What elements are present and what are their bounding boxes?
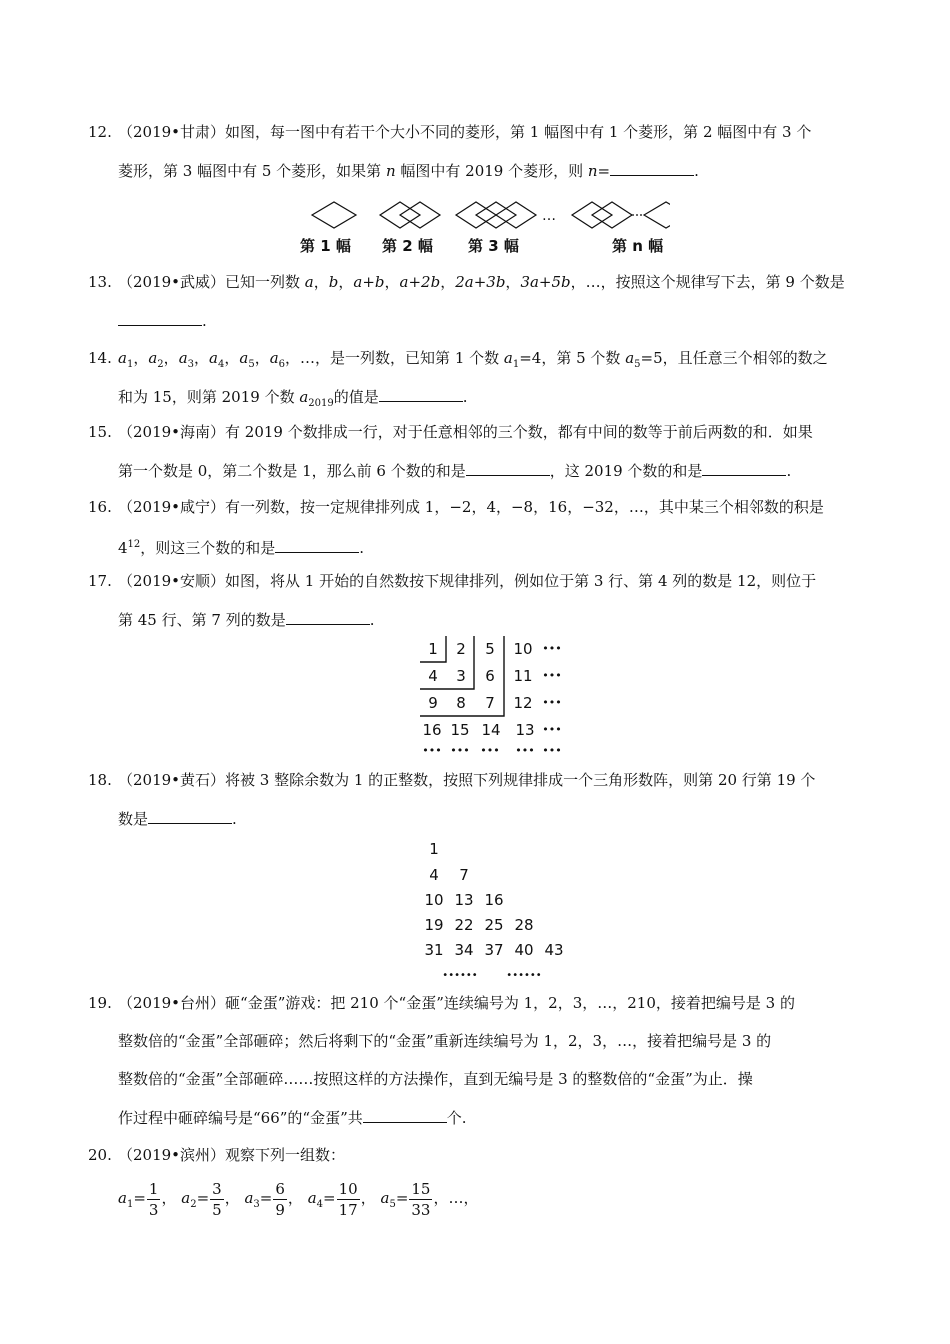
grid-cell: 6 [485,667,495,685]
figure-ellipsis: … [542,208,556,224]
answer-blank[interactable] [610,160,694,176]
question-number: 18. [88,771,112,789]
grid-cell: 13 [515,721,535,739]
grid-cell: 10 [513,640,533,658]
question-number: 15. [88,423,112,441]
answer-blank[interactable] [379,386,463,402]
array-cell: 10 [424,891,444,909]
array-cell: 40 [514,941,534,959]
array-cell: 25 [484,916,504,934]
question-number: 19. [88,994,112,1012]
grid-cell: ••• [542,696,562,709]
grid-cell: 3 [456,667,466,685]
question-text: （2019•黄石）将被 3 整除余数为 1 的正整数，按照下列规律排成一个三角形数阵，则第 20 行第 19 个 [118,771,816,789]
grid-cell: ••• [542,744,562,757]
rhombus-shape [644,202,670,228]
question-text: （2019•海南）有 2019 个数排成一行，对于任意相邻的三个数，都有中间的数等于前后两数的和．如果 [118,423,813,441]
grid-cell: ••• [480,744,500,757]
number-grid-figure [412,636,572,758]
array-cell: 31 [424,941,444,959]
grid-cell: 4 [428,667,438,685]
array-cell: 28 [514,916,534,934]
grid-cell: 12 [513,694,533,712]
fraction: $\frac{1}{3}$ [148,1179,159,1219]
figure-label: 第 2 幅 [382,237,433,255]
fraction: $\frac{3}{5}$ [212,1179,222,1219]
grid-cell: ••• [515,744,535,757]
question-text: （2019•台州）砸“金蛋”游戏：把 210 个“金蛋”连续编号为 1，2，3，…，210，接着把编号是 3 的 [118,994,795,1012]
question-text: 第 45 行、第 7 列的数是 . [118,611,375,629]
question-number: 14. [88,349,112,367]
fraction: $\frac{15}{33}$ [411,1179,431,1219]
array-cell: 37 [484,941,504,959]
triangle-array-figure [418,836,578,986]
grid-cell: 16 [422,721,442,739]
question-text: 数是 . [118,810,237,828]
question-number: 17. [88,572,112,590]
array-cell: 4 [429,866,439,884]
question-text: 第一个数是 0，第二个数是 1，那么前 6 个数的和是 ，这 2019 个数的和是 . [118,462,792,480]
question-text: . [118,310,207,331]
grid-cell: 2 [456,640,466,658]
answer-blank[interactable] [466,460,550,476]
array-cell: 7 [459,866,469,884]
question-number: 20. [88,1146,112,1164]
array-cell: 34 [454,941,474,959]
fraction: $\frac{6}{9}$ [275,1179,285,1219]
grid-cell: 5 [485,640,495,658]
figure-label: 第 1 幅 [300,237,351,255]
triangle-numbers [424,840,563,981]
question-text: （2019•武威）已知一列数 a，b，a+b，a+2b，2a+3b，3a+5b，…，按照这个规律写下去，第 9 个数是 [118,273,845,291]
question-text: 作过程中砸碎编号是“66”的“金蛋”共 个. [118,1109,467,1127]
question-text: （2019•咸宁）有一列数，按一定规律排列成 1，−2，4，−8，16，−32，…，其中某三个相邻数的积是 [118,498,824,516]
array-cell: 1 [429,840,439,858]
figure-label: 第 3 幅 [468,237,519,255]
grid-numbers [422,640,561,757]
question-number: 16. [88,498,112,516]
question-text: （2019•安顺）如图，将从 1 开始的自然数按下规律排列，例如位于第 3 行、第 4 列的数是 12，则位于 [118,572,817,590]
answer-blank[interactable] [118,310,202,326]
question-number: 13. [88,273,112,291]
question-number: 12. [88,123,112,141]
grid-cell: 9 [428,694,438,712]
grid-cell: 1 [428,640,438,658]
grid-cell: ••• [450,744,470,757]
question-text: 整数倍的“金蛋”全部砸碎……按照这样的方法操作，直到无编号是 3 的整数倍的“金蛋”为止．操 [118,1070,753,1088]
grid-cell: ••• [542,669,562,682]
grid-cell: 15 [450,721,470,739]
answer-blank[interactable] [148,808,232,824]
figure-label: 第 n 幅 [612,237,664,255]
grid-cell: ••• [422,744,442,757]
array-ellipsis: •••••• [442,970,478,981]
grid-cell: ••• [542,723,562,736]
rhombus-figure [290,198,670,260]
answer-blank[interactable] [286,609,370,625]
question-text: $4^{12}$，则这三个数的和是 . [118,539,365,557]
answer-blank[interactable] [275,537,359,553]
grid-cell: ••• [542,642,562,655]
array-ellipsis: •••••• [506,970,542,981]
question-text: 菱形，第 3 幅图中有 5 个菱形，如果第 n 幅图中有 2019 个菱形，则 n= . [118,162,699,180]
array-cell: 22 [454,916,474,934]
fraction: $\frac{10}{17}$ [338,1179,358,1219]
question-text: $a_1$，$a_2$，$a_3$，$a_4$，$a_5$，$a_6$，…，是一列数，已知第 1 个数 $a_1=4$，第 5 个数 $a_5=5$，且任意三个相邻的数之 [118,349,828,370]
fraction-sequence: $a_1=$ $\frac{1}{3}$ ， $a_2=$ $\frac{3}{5}$ ， $a_3=$ $\frac{6}{9}$ ， $a_4=$ $\frac{10}{17}$ ， $a_5=$ $\frac{15}{33}$ ，…， [118,1179,479,1219]
grid-cell: 14 [481,721,501,739]
grid-cell: 11 [513,667,533,685]
question-text: （2019•甘肃）如图，每一图中有若干个大小不同的菱形，第 1 幅图中有 1 个菱形，第 2 幅图中有 3 个 [118,123,812,141]
answer-blank[interactable] [363,1107,447,1123]
array-cell: 13 [454,891,474,909]
question-text: 整数倍的“金蛋”全部砸碎；然后将剩下的“金蛋”重新连续编号为 1，2，3，…，接着把编号是 3 的 [118,1032,772,1050]
array-cell: 16 [484,891,504,909]
grid-cell: 8 [456,694,466,712]
array-cell: 43 [544,941,564,959]
rhombus-shape [312,202,356,228]
array-cell: 19 [424,916,444,934]
answer-blank[interactable] [702,460,786,476]
question-text: 和为 15，则第 2019 个数 $a_{2019}$的值是 . [118,388,468,409]
grid-cell: 7 [485,694,495,712]
question-text: （2019•滨州）观察下列一组数： [118,1146,346,1164]
